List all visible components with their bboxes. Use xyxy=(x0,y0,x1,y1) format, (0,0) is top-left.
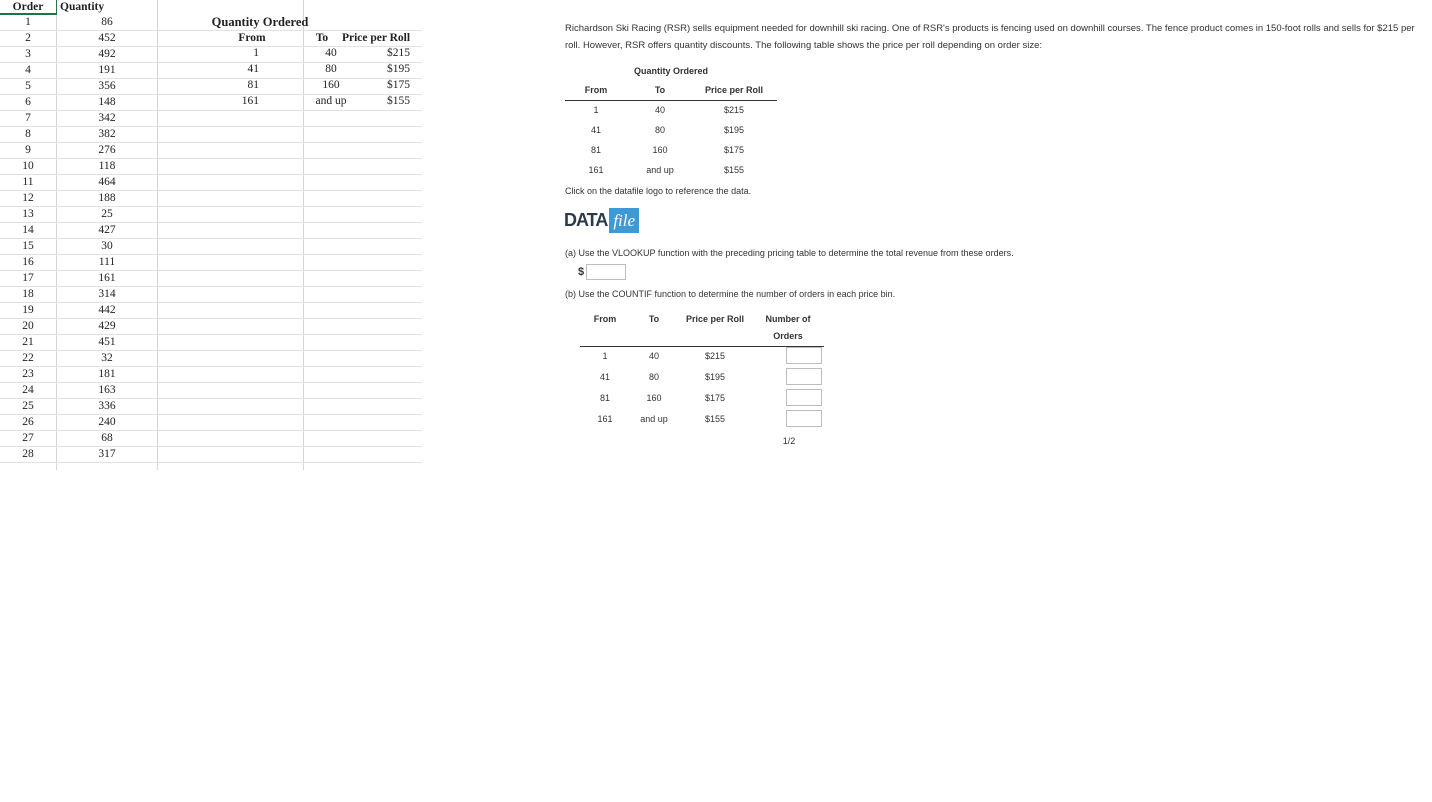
table-row xyxy=(0,223,422,239)
pricing-from-cell[interactable]: 41 xyxy=(247,63,259,75)
quantity-cell[interactable]: 314 xyxy=(98,288,116,300)
quantity-cell[interactable]: 161 xyxy=(98,272,116,284)
order-count-input[interactable] xyxy=(786,389,822,406)
order-count-input[interactable] xyxy=(786,368,822,385)
table-row xyxy=(0,399,422,415)
table2-price-header: Price per Roll xyxy=(685,314,745,324)
table2-from-cell: 41 xyxy=(599,372,610,382)
problem-intro: Richardson Ski Racing (RSR) sells equipment needed for downhill ski racing. One of RSR's products is fencing used on downhill courses. The fence product comes in 150-foot rolls and sells for $215 per roll. However, RSR offers quantity discounts. The following table shows the price per roll depending on order size: xyxy=(565,23,1415,51)
quantity-cell[interactable]: 25 xyxy=(101,208,113,220)
pricing-from-header: From xyxy=(238,32,266,44)
order-number-cell[interactable]: 14 xyxy=(22,224,34,236)
datafile-logo-italic: file xyxy=(609,208,639,233)
quantity-cell[interactable]: 111 xyxy=(98,256,116,268)
order-number-cell[interactable]: 7 xyxy=(25,112,31,124)
quantity-cell[interactable]: 181 xyxy=(98,368,116,380)
pricing-to-cell[interactable]: 160 xyxy=(322,79,340,91)
quantity-cell[interactable]: 452 xyxy=(98,32,116,44)
order-number-cell[interactable]: 1 xyxy=(25,16,31,28)
quantity-cell[interactable]: 382 xyxy=(98,128,116,140)
quantity-column-header[interactable]: Quantity xyxy=(56,0,116,15)
table1-from-cell: 81 xyxy=(590,145,601,155)
order-number-cell[interactable]: 3 xyxy=(25,48,31,60)
quantity-cell[interactable]: 427 xyxy=(98,224,116,236)
table-rule xyxy=(565,100,777,101)
table2-to-header: To xyxy=(648,314,660,324)
order-number-cell[interactable]: 16 xyxy=(22,256,34,268)
table-row xyxy=(0,111,422,127)
table2-from-cell: 81 xyxy=(599,393,610,403)
order-number-cell[interactable]: 18 xyxy=(22,288,34,300)
order-number-cell[interactable]: 13 xyxy=(22,208,34,220)
quantity-cell[interactable]: 32 xyxy=(101,352,113,364)
order-number-cell[interactable]: 19 xyxy=(22,304,34,316)
table-row xyxy=(0,431,422,447)
order-number-cell[interactable]: 6 xyxy=(25,96,31,108)
pricing-price-cell[interactable]: $175 xyxy=(387,79,410,91)
quantity-cell[interactable]: 240 xyxy=(98,416,116,428)
order-number-cell[interactable]: 23 xyxy=(22,368,34,380)
table-row xyxy=(0,335,422,351)
order-number-cell[interactable]: 9 xyxy=(25,144,31,156)
table-row xyxy=(0,207,422,223)
pricing-from-cell[interactable]: 81 xyxy=(247,79,259,91)
quantity-cell[interactable]: 163 xyxy=(98,384,116,396)
table1-from-cell: 41 xyxy=(590,125,601,135)
order-number-cell[interactable]: 22 xyxy=(22,352,34,364)
table2-to-cell: 80 xyxy=(648,372,659,382)
order-number-cell[interactable]: 2 xyxy=(25,32,31,44)
datafile-note: Click on the datafile logo to reference the data. xyxy=(565,186,752,196)
pricing-from-cell[interactable]: 1 xyxy=(253,47,259,59)
quantity-cell[interactable]: 342 xyxy=(98,112,116,124)
table-row xyxy=(0,351,422,367)
spreadsheet xyxy=(0,0,422,470)
quantity-cell[interactable]: 492 xyxy=(98,48,116,60)
table-row xyxy=(0,175,422,191)
quantity-cell[interactable]: 30 xyxy=(101,240,113,252)
table-row xyxy=(0,271,422,287)
pricing-price-cell[interactable]: $195 xyxy=(387,63,410,75)
table2-to-cell: 40 xyxy=(648,351,659,361)
table2-price-cell: $175 xyxy=(704,393,726,403)
part-a-prompt: (a) Use the VLOOKUP function with the preceding pricing table to determine the total revenue from these orders. xyxy=(565,248,1014,258)
order-number-cell[interactable]: 12 xyxy=(22,192,34,204)
order-count-input[interactable] xyxy=(786,347,822,364)
quantity-cell[interactable]: 188 xyxy=(98,192,116,204)
pricing-to-cell[interactable]: and up xyxy=(315,95,347,107)
table-row xyxy=(0,287,422,303)
table2-from-header: From xyxy=(593,314,617,324)
table2-price-cell: $155 xyxy=(704,414,726,424)
table2-price-cell: $215 xyxy=(704,351,726,361)
pricing-row xyxy=(158,79,422,95)
table-row xyxy=(0,319,422,335)
table-row xyxy=(0,367,422,383)
table1-to-header: To xyxy=(654,85,666,95)
quantity-cell[interactable]: 86 xyxy=(101,16,113,28)
table2-to-cell: and up xyxy=(640,414,668,424)
table2-from-cell: 1 xyxy=(602,351,608,361)
order-number-cell[interactable]: 5 xyxy=(25,80,31,92)
order-column-header[interactable]: Order xyxy=(0,0,56,15)
table-row xyxy=(0,255,422,271)
table-row xyxy=(0,159,422,175)
pricing-price-header: Price per Roll xyxy=(341,32,411,44)
pricing-price-cell[interactable]: $155 xyxy=(387,95,410,107)
quantity-cell[interactable]: 191 xyxy=(98,64,116,76)
pricing-table-title: Quantity Ordered xyxy=(211,15,309,29)
pricing-to-header: To xyxy=(315,32,329,44)
order-number-cell[interactable]: 26 xyxy=(22,416,34,428)
quantity-cell[interactable]: 118 xyxy=(98,160,116,172)
table2-count-header-line1: Number of xyxy=(765,314,811,324)
page-indicator: 1/2 xyxy=(782,436,796,446)
table1-price-header: Price per Roll xyxy=(704,85,764,95)
quantity-cell[interactable]: 451 xyxy=(98,336,116,348)
table-row xyxy=(0,447,422,463)
datafile-logo-word: DATA xyxy=(564,209,608,230)
order-number-cell[interactable]: 27 xyxy=(22,432,34,444)
table2-to-cell: 160 xyxy=(646,393,662,403)
table1-price-cell: $175 xyxy=(723,145,745,155)
table1-to-cell: 160 xyxy=(652,145,668,155)
table1-to-cell: 80 xyxy=(654,125,665,135)
quantity-cell[interactable]: 429 xyxy=(98,320,116,332)
order-number-cell[interactable]: 11 xyxy=(22,176,34,188)
quantity-cell[interactable]: 276 xyxy=(98,144,116,156)
table1-price-cell: $215 xyxy=(723,105,745,115)
table-row xyxy=(0,127,422,143)
table1-from-header: From xyxy=(584,85,608,95)
currency-symbol: $ xyxy=(578,266,585,278)
order-number-cell[interactable]: 17 xyxy=(22,272,34,284)
order-number-cell[interactable]: 20 xyxy=(22,320,34,332)
quantity-cell[interactable]: 336 xyxy=(98,400,116,412)
table1-from-cell: 1 xyxy=(593,105,599,115)
pricing-to-cell[interactable]: 40 xyxy=(325,47,337,59)
order-number-cell[interactable]: 15 xyxy=(22,240,34,252)
datafile-logo[interactable] xyxy=(564,207,639,233)
table1-price-cell: $155 xyxy=(723,165,745,175)
quantity-cell[interactable]: 148 xyxy=(98,96,116,108)
part-b-prompt: (b) Use the COUNTIF function to determine the number of orders in each price bin. xyxy=(565,289,896,299)
table-row xyxy=(0,239,422,255)
table-row xyxy=(0,143,422,159)
quantity-cell[interactable]: 317 xyxy=(98,448,116,460)
revenue-input[interactable] xyxy=(586,264,626,280)
order-number-cell[interactable]: 25 xyxy=(22,400,34,412)
table2-from-cell: 161 xyxy=(597,414,613,424)
table-row xyxy=(0,383,422,399)
quantity-cell[interactable]: 68 xyxy=(101,432,113,444)
pricing-row xyxy=(158,47,422,63)
table-row xyxy=(0,191,422,207)
pricing-to-cell[interactable]: 80 xyxy=(325,63,337,75)
order-number-cell[interactable]: 10 xyxy=(22,160,34,172)
quantity-cell[interactable]: 356 xyxy=(98,80,116,92)
table1-to-cell: 40 xyxy=(654,105,665,115)
order-number-cell[interactable]: 8 xyxy=(25,128,31,140)
quantity-cell[interactable]: 442 xyxy=(98,304,116,316)
pricing-row xyxy=(158,95,422,111)
table1-from-cell: 161 xyxy=(588,165,604,175)
order-number-cell[interactable]: 21 xyxy=(22,336,34,348)
pricing-from-cell[interactable]: 161 xyxy=(241,95,259,107)
order-number-cell[interactable]: 24 xyxy=(22,384,34,396)
order-number-cell[interactable]: 28 xyxy=(22,448,34,460)
order-number-cell[interactable]: 4 xyxy=(25,64,31,76)
table1-to-cell: and up xyxy=(646,165,674,175)
table-row xyxy=(0,303,422,319)
order-count-input[interactable] xyxy=(786,410,822,427)
revenue-answer xyxy=(578,264,626,280)
pricing-row xyxy=(158,63,422,79)
quantity-cell[interactable]: 464 xyxy=(98,176,116,188)
table2-count-header-line2: Orders xyxy=(773,331,803,341)
table-row xyxy=(0,415,422,431)
pricing-price-cell[interactable]: $215 xyxy=(387,47,410,59)
pricing-table-title: Quantity Ordered xyxy=(633,66,708,76)
table2-price-cell: $195 xyxy=(704,372,726,382)
table1-price-cell: $195 xyxy=(723,125,745,135)
